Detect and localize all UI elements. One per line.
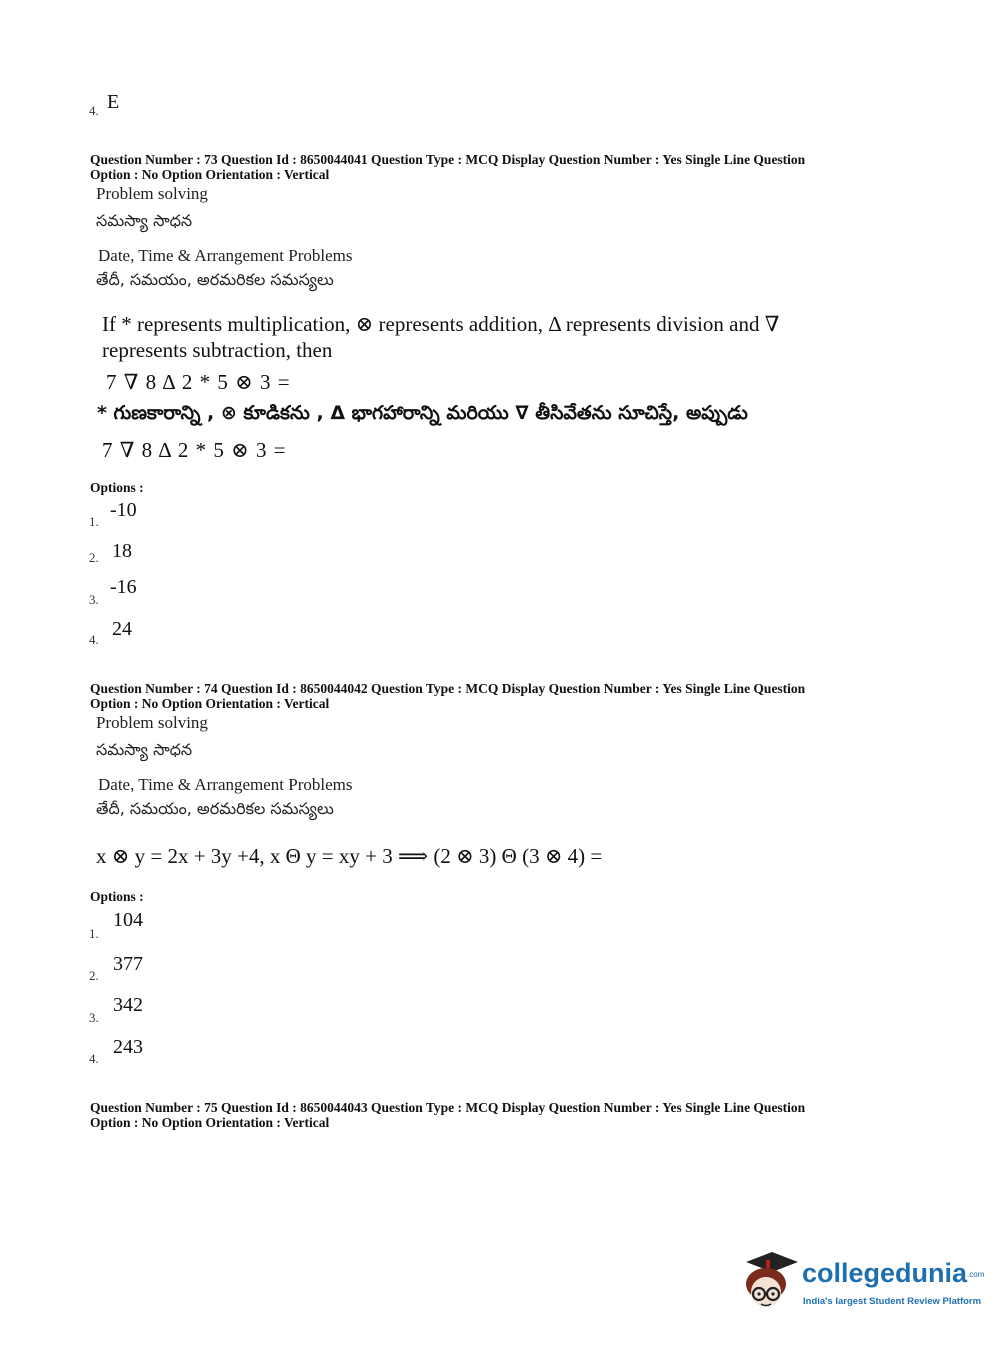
q73-option-1-value[interactable]: -10 — [110, 499, 137, 521]
prev-option-value: E — [107, 91, 120, 113]
q73-question-te: * గుణకారాన్ని , ⊗ కూడికను , Δ భాగహారాన్ని మరియు ∇ తీసివేతను సూచిస్తే, అప్పుడు — [97, 402, 748, 424]
q74-option-1-number: 1. — [89, 926, 99, 941]
q74-option-2-number: 2. — [89, 968, 99, 983]
q73-option-2-number: 2. — [89, 550, 99, 565]
q74-expression: x ⊗ y = 2x + 3y +4, x Θ y = xy + 3 ⟹ (2 ⊗ 3) Θ (3 ⊗ 4) = — [96, 844, 603, 868]
q74-option-2-value[interactable]: 377 — [113, 953, 143, 975]
q74-subject-te: సమస్యా సాధన — [96, 740, 193, 759]
q73-subject-te: సమస్యా సాధన — [96, 211, 193, 230]
q73-subject-en: Problem solving — [96, 184, 208, 203]
q74-meta-line-1: Question Number : 74 Question Id : 8650044042 Question Type : MCQ Display Question Number : Yes Single Line Question — [90, 681, 806, 696]
logo-domain-suffix: .com — [967, 1269, 985, 1279]
q75-meta-line-1: Question Number : 75 Question Id : 8650044043 Question Type : MCQ Display Question Number : Yes Single Line Question — [90, 1100, 806, 1115]
q74-option-4-number: 4. — [89, 1051, 99, 1066]
q74-option-3-number: 3. — [89, 1010, 99, 1025]
q73-option-3-value[interactable]: -16 — [110, 576, 137, 598]
q74-topic-te: తేదీ, సమయం, అరమరికల సమస్యలు — [96, 799, 334, 818]
q74-option-3-value[interactable]: 342 — [113, 994, 143, 1016]
q74-options-label: Options : — [90, 889, 144, 904]
q73-topic-en: Date, Time & Arrangement Problems — [98, 246, 353, 265]
q73-option-3-number: 3. — [89, 592, 99, 607]
logo-name: collegedunia — [802, 1258, 968, 1288]
q73-question-line-2: represents subtraction, then — [102, 338, 333, 362]
q74-topic-en: Date, Time & Arrangement Problems — [98, 775, 353, 794]
q74-meta-line-2: Option : No Option Orientation : Vertical — [90, 696, 330, 711]
q74-option-4-value[interactable]: 243 — [113, 1036, 143, 1058]
q75-meta-line-2: Option : No Option Orientation : Vertical — [90, 1115, 330, 1130]
q74-subject-en: Problem solving — [96, 713, 208, 732]
q73-option-1-number: 1. — [89, 514, 99, 529]
q73-question-line-1: If * represents multiplication, ⊗ represents addition, Δ represents division and ∇ — [102, 312, 780, 336]
q73-expression-te: 7 ∇ 8 Δ 2 * 5 ⊗ 3 = — [102, 438, 287, 462]
collegedunia-logo[interactable] — [742, 1250, 985, 1316]
q73-meta-line-1: Question Number : 73 Question Id : 8650044041 Question Type : MCQ Display Question Number : Yes Single Line Question — [90, 152, 806, 167]
q73-meta-line-2: Option : No Option Orientation : Vertical — [90, 167, 330, 182]
mascot-icon — [742, 1250, 800, 1316]
q73-option-4-number: 4. — [89, 632, 99, 647]
q73-option-2-value[interactable]: 18 — [112, 540, 132, 562]
q73-topic-te: తేదీ, సమయం, అరమరికల సమస్యలు — [96, 270, 334, 289]
q74-option-1-value[interactable]: 104 — [113, 909, 143, 931]
q73-option-4-value[interactable]: 24 — [112, 618, 132, 640]
prev-option-number: 4. — [89, 103, 99, 118]
q73-options-label: Options : — [90, 480, 144, 495]
logo-tagline: India's largest Student Review Platform — [803, 1296, 982, 1307]
q73-expression-en: 7 ∇ 8 Δ 2 * 5 ⊗ 3 = — [106, 370, 291, 394]
